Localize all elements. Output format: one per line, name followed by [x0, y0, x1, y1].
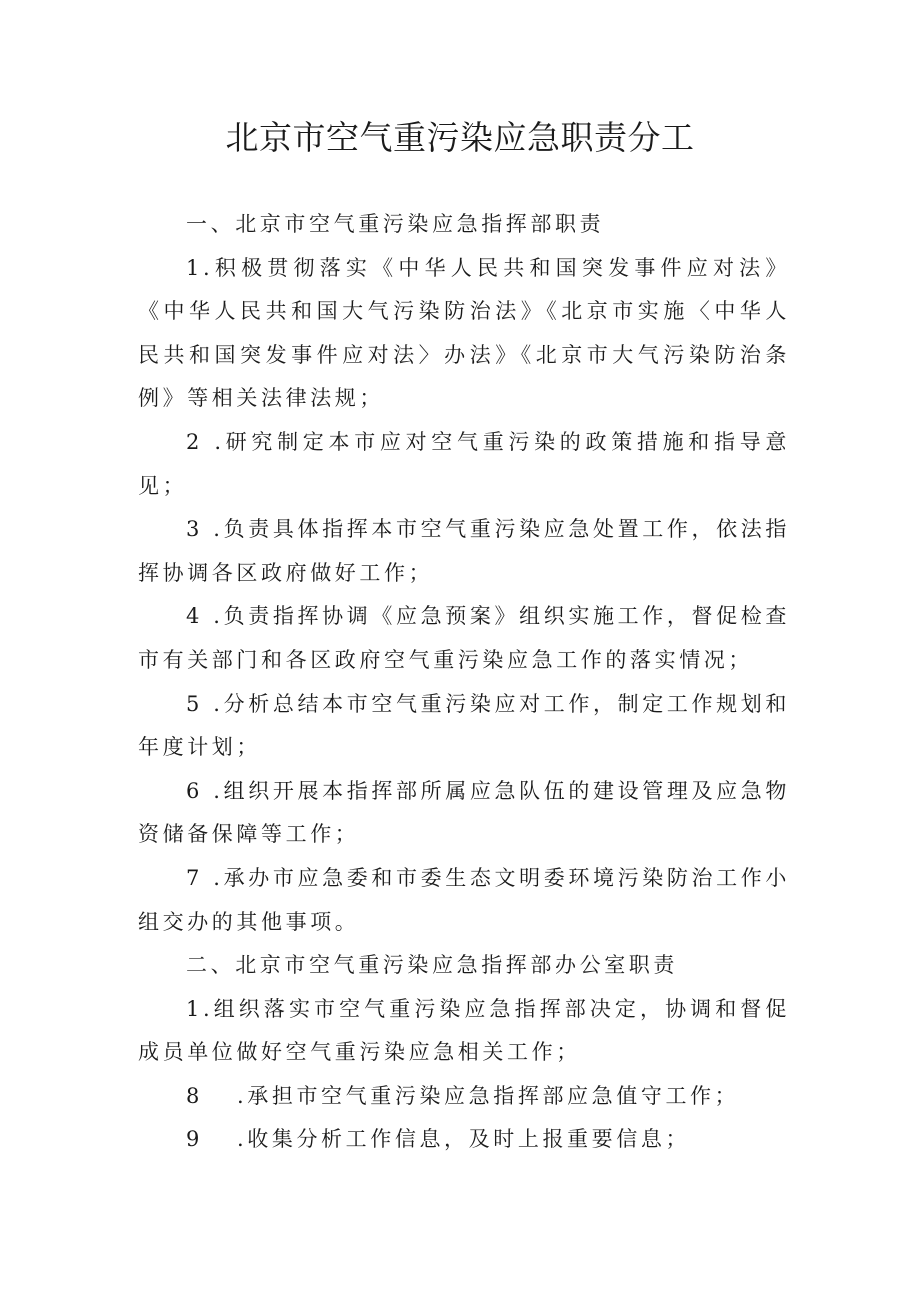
document-title: 北京市空气重污染应急职责分工: [225, 118, 695, 157]
section-2-item-8: [138, 1075, 790, 1119]
section-1-item-5: 5 .分析总结本市空气重污染应对工作，制定工作规划和年度计划；: [138, 691, 790, 760]
section-2-item-9: [138, 1118, 790, 1162]
section-1-item-3: 3 .负责具体指挥本市空气重污染应急处置工作，依法指挥协调各区政府做好工作；: [138, 517, 790, 585]
section-1-item-6: 6 .组织开展本指挥部所属应急队伍的建设管理及应急物资储备保障等工作；: [138, 778, 790, 847]
section-1-item-4: 4 .负责指挥协调《应急预案》组织实施工作，督促检查市有关部门和各区政府空气重污染应急工作的落实情况；: [138, 604, 790, 672]
section-1-heading: 一、北京市空气重污染应急指挥部职责: [186, 212, 605, 236]
section-2-heading: 二、北京市空气重污染应急指挥部办公室职责: [186, 953, 678, 978]
section-1-item-7: 7 .承办市应急委和市委生态文明委环境污染防治工作小组交办的其他事项。: [138, 865, 790, 934]
item-number: 8: [186, 1083, 203, 1108]
item-text: .承担市空气重污染应急指挥部应急值守工作；: [236, 1083, 740, 1108]
item-text: .收集分析工作信息，及时上报重要信息；: [236, 1127, 691, 1152]
section-2-item-1: 1.组织落实市空气重污染应急指挥部决定，协调和督促成员单位做好空气重污染应急相关工作；: [138, 996, 790, 1065]
section-1-item-2: 2 .研究制定本市应对空气重污染的政策措施和指导意见；: [138, 429, 790, 498]
item-number: 9: [186, 1127, 203, 1152]
document-body: [138, 203, 790, 1162]
section-1-item-1: 1.积极贯彻落实《中华人民共和国突发事件应对法》《中华人民共和国大气污染防治法》《北京市实施〈中华人民共和国突发事件应对法〉办法》《北京市大气污染防治条例》等相关法律法规；: [138, 255, 790, 411]
